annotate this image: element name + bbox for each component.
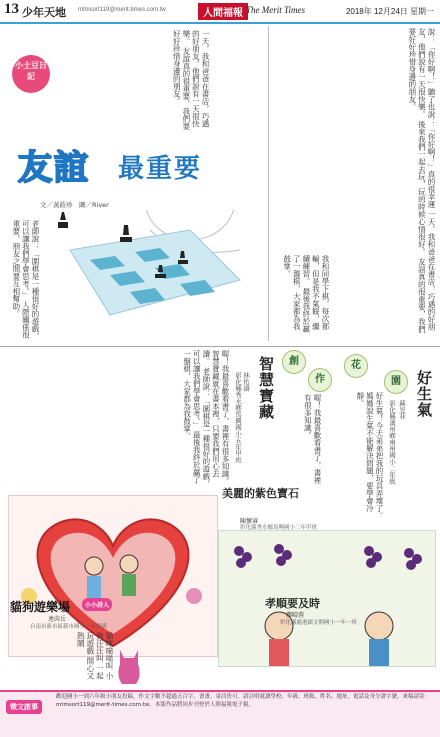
story-body-upper <box>60 30 210 130</box>
poem-line: 貓咪喵喵叫 <box>105 632 114 670</box>
article-title-wisdom: 智慧寶藏 <box>257 356 275 420</box>
story-para: 友誼真的很重要，我們要好好珍惜身邊的朋友。 <box>172 30 191 130</box>
article-para: 智慧寶藏就在書本裡，只要我們用心去讀。 <box>201 350 221 478</box>
section-label-char: 創 <box>282 350 306 374</box>
submission-info: 歡迎國小一到六年級小朋友投稿，作文字數不超過五百字，畫畫、童詩皆可。請註明就讀學校、年級、班級、姓名、地址、電話及身分證字號。來稿請寄：mtmsort119@merit-times.com.tw。本版作品將同步刊登於人間福報電子報。 <box>56 694 431 708</box>
article-body-wisdom-b <box>272 394 322 488</box>
section-divider <box>0 346 440 347</box>
submission-tag: 徵文啟事 <box>6 700 42 714</box>
story-para: 我和同學下棋，每次都輸，但是我不氣餒，繼續練習。 <box>301 255 330 330</box>
cat-silhouette-icon <box>116 646 142 686</box>
header-email[interactable]: mtmsort119@merit-times.com.tw <box>78 7 166 13</box>
article-para: 媽媽說生氣不能解決問題，要學會冷靜。 <box>355 392 375 512</box>
poet-tag: 小小詩人 <box>82 598 112 611</box>
story-para: 一天，我和爸爸在書店，巧遇的好朋友，他們說有一天很快樂。 <box>181 30 210 128</box>
article-title-gem: 美麗的紫色寶石 <box>222 487 299 500</box>
article-author: 蘇昱菲 <box>398 400 406 420</box>
feature-title-part1: 友誼 <box>18 148 90 188</box>
article-para: 喔！我最喜歡看書了，書裡有很多知識。 <box>221 350 230 485</box>
story-para: 老師說：「圍棋是一種很好的遊戲，可以讓我們學會思考。」 <box>21 220 40 340</box>
section-label-char: 花 <box>344 354 368 378</box>
poem-line: 開心又熱鬧 <box>76 632 95 680</box>
grape-drawing <box>218 530 436 667</box>
column-divider <box>268 26 269 341</box>
poem-school: 台南市新市區新市國小一年甲班 <box>30 624 108 630</box>
poem-line: 小狗汪汪叫 <box>95 632 114 680</box>
article-author: 鄭晴蓉 <box>286 612 305 619</box>
page-number: 13 <box>4 1 19 17</box>
article-school: 彰化縣溪州鄉南州國小二年級 <box>388 400 396 485</box>
poem-line: 一起玩遊戲 <box>85 632 105 680</box>
article-author: 林佑濬 <box>242 372 250 392</box>
article-title-filial: 孝順要及時 <box>265 597 320 610</box>
poem-title: 貓狗遊樂場 <box>10 600 71 614</box>
article-body-good-mood <box>326 392 384 524</box>
poem-body <box>14 632 114 686</box>
article-para: 好生氣！今天弟弟把我的玩具弄壞了。 <box>375 392 384 520</box>
story-body-left <box>8 220 40 340</box>
paper-name-en: The Merit Times <box>246 5 306 15</box>
checkerboard <box>70 230 240 315</box>
issue-date: 2018年 12月24日 星期一 <box>345 7 434 16</box>
article-title-good-mood: 好生氣 <box>415 370 433 418</box>
column-name: 少年天地 <box>22 7 66 19</box>
article-school: 彰化縣秀水鄉馬興國小三年甲班 <box>240 525 318 531</box>
story-para: 最後我終於贏了一盤棋，大家都為我鼓掌。 <box>282 255 311 333</box>
article-para: 最後我終於贏了一盤棋，大家都為我鼓掌。 <box>182 350 202 484</box>
chess-illustration <box>40 210 250 320</box>
feature-byline: 文／黃筱珍 圖／River <box>40 201 109 209</box>
article-school: 彰化縣鹿港鎮文開國小一年一班 <box>280 620 358 626</box>
poem-author: 連茵岳 <box>48 616 67 623</box>
story-para: 人際關係很重要，朋友之間要互相幫助。 <box>11 220 31 339</box>
story-para: 友誼真的很重要，我們要好好珍惜身邊的朋友。 <box>407 28 427 333</box>
story-para: 說：「你好啊！」聽了也說：「你好啊！」真的很幸運 <box>427 28 436 208</box>
story-para: 後來我們一起去玩，玩的時候心情很好。 <box>417 120 427 256</box>
article-para: 喔！我最喜歡看書了，書裡有很多知識。 <box>303 394 322 484</box>
section-label-char: 園 <box>384 370 408 394</box>
article-para: 老師說：「圍棋是一種很好的遊戲，可以讓我們學會思考。」 <box>192 350 211 488</box>
section-label-char: 作 <box>308 368 332 392</box>
paper-logo: 人間福報 <box>198 3 248 20</box>
story-body-lower <box>270 255 330 335</box>
feature-title-part2: 最重要 <box>118 154 203 184</box>
story-para: 一天，我和爸爸在書店，巧遇的好朋友，他們說有一天很快樂。 <box>417 28 436 331</box>
article-author: 陳懷睿 <box>240 518 259 525</box>
diary-badge: 小士豆日記 <box>12 55 50 93</box>
article-body-wisdom <box>8 350 230 488</box>
article-school: 彰化縣秀水鄉馬興國小五年甲班 <box>234 372 242 463</box>
